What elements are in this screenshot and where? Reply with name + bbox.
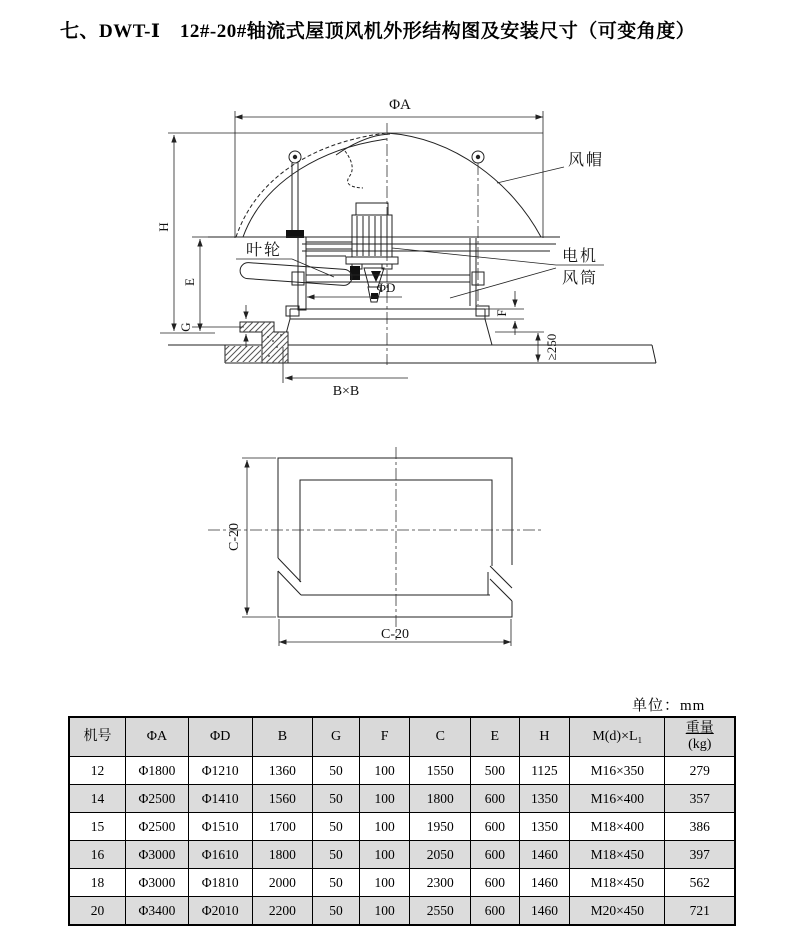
table-cell: Φ1510 <box>188 813 252 841</box>
table-cell: 16 <box>69 841 126 869</box>
table-cell: Φ2500 <box>126 785 189 813</box>
table-cell: 100 <box>359 757 410 785</box>
units-note: 单位：mm <box>632 698 706 714</box>
table-cell: 1800 <box>252 841 313 869</box>
wind-cap-drawing <box>236 133 541 238</box>
duct-label: 风筒 <box>561 270 599 287</box>
motor-label: 电机 <box>561 248 599 265</box>
table-cell: 14 <box>69 785 126 813</box>
base-plate-outline <box>278 458 512 617</box>
bxb-dimension <box>283 347 408 383</box>
table-cell: 2050 <box>410 841 471 869</box>
table-cell: 50 <box>313 813 360 841</box>
table-cell: M20×450 <box>570 897 665 926</box>
base-drawing <box>283 306 492 345</box>
table-cell: 50 <box>313 897 360 926</box>
table-cell: 1550 <box>410 757 471 785</box>
table-cell: 50 <box>313 757 360 785</box>
table-cell: 562 <box>665 869 735 897</box>
plan-depth-label: C-20 <box>227 523 242 551</box>
table-cell: 1460 <box>519 841 570 869</box>
duct-drawing <box>292 237 484 310</box>
fan-side-view-diagram <box>140 75 680 410</box>
table-cell: Φ3000 <box>126 841 189 869</box>
table-cell: 279 <box>665 757 735 785</box>
table-cell: Φ1800 <box>126 757 189 785</box>
table-cell: Φ2010 <box>188 897 252 926</box>
table-cell: M18×450 <box>570 841 665 869</box>
table-cell: Φ1810 <box>188 869 252 897</box>
impeller-label: 叶轮 <box>245 242 283 259</box>
table-cell: Φ3400 <box>126 897 189 926</box>
table-cell: 397 <box>665 841 735 869</box>
table-cell: 600 <box>471 813 520 841</box>
table-cell: 2200 <box>252 897 313 926</box>
motor-drawing <box>306 203 398 269</box>
base-plan-view-diagram <box>200 435 600 650</box>
table-cell: 1350 <box>519 813 570 841</box>
table-cell: 12 <box>69 757 126 785</box>
column-header: 机号 <box>69 717 126 757</box>
column-header: M(d)×L₁ <box>570 717 665 757</box>
table-cell: 1950 <box>410 813 471 841</box>
table-cell: 2000 <box>252 869 313 897</box>
dimensions-table <box>68 716 736 926</box>
table-cell: 100 <box>359 813 410 841</box>
plan-width-label: C-20 <box>381 627 409 642</box>
dim-e-label: E <box>182 278 197 286</box>
h-e-dimensions <box>160 135 215 333</box>
wind-cap-label: 风帽 <box>567 152 605 169</box>
table-cell: 100 <box>359 897 410 926</box>
column-header: C <box>410 717 471 757</box>
table-cell: 1350 <box>519 785 570 813</box>
table-cell: 600 <box>471 841 520 869</box>
table-cell: 600 <box>471 785 520 813</box>
table-cell: 50 <box>313 869 360 897</box>
column-header: 重量 (kg) <box>665 717 735 757</box>
table-cell: 1800 <box>410 785 471 813</box>
table-cell: 1560 <box>252 785 313 813</box>
table-cell: M16×350 <box>570 757 665 785</box>
column-header: E <box>471 717 520 757</box>
dim-phi-a-label: ΦA <box>389 97 411 113</box>
table-cell: Φ1210 <box>188 757 252 785</box>
table-cell: M16×400 <box>570 785 665 813</box>
table-cell: 100 <box>359 841 410 869</box>
table-cell: 100 <box>359 869 410 897</box>
table-cell: 2550 <box>410 897 471 926</box>
table-cell: 20 <box>69 897 126 926</box>
table-cell: 1460 <box>519 869 570 897</box>
table-cell: Φ1610 <box>188 841 252 869</box>
table-cell: M18×450 <box>570 869 665 897</box>
table-cell: 1125 <box>519 757 570 785</box>
table-cell: 1360 <box>252 757 313 785</box>
table-cell: 500 <box>471 757 520 785</box>
table-cell: 386 <box>665 813 735 841</box>
table-cell: Φ2500 <box>126 813 189 841</box>
dim-min-clearance-label: ≥250 <box>544 333 559 361</box>
column-header: F <box>359 717 410 757</box>
table-cell: 721 <box>665 897 735 926</box>
table-row <box>69 813 735 841</box>
page-title: 七、DWT-Ⅰ 12#-20#轴流式屋顶风机外形结构图及安装尺寸（可变角度） <box>60 21 696 42</box>
table-cell: 50 <box>313 841 360 869</box>
plan-depth-dimension <box>242 458 276 617</box>
column-header: H <box>519 717 570 757</box>
column-header: ΦA <box>126 717 189 757</box>
table-cell: 1460 <box>519 897 570 926</box>
table-row <box>69 841 735 869</box>
column-header: B <box>252 717 313 757</box>
table-cell: 15 <box>69 813 126 841</box>
table-row <box>69 897 735 926</box>
table-row <box>69 785 735 813</box>
column-header: G <box>313 717 360 757</box>
dim-base-label: B×B <box>332 384 360 399</box>
table-row <box>69 757 735 785</box>
table-cell: 18 <box>69 869 126 897</box>
dim-h-label: H <box>156 222 171 232</box>
table-cell: 1700 <box>252 813 313 841</box>
table-cell: 100 <box>359 785 410 813</box>
roof-curb-drawing <box>168 322 656 363</box>
column-header: ΦD <box>188 717 252 757</box>
table-cell: 600 <box>471 897 520 926</box>
dim-f-label: F <box>494 309 509 317</box>
table-cell: 357 <box>665 785 735 813</box>
table-cell: 600 <box>471 869 520 897</box>
table-cell: Φ1410 <box>188 785 252 813</box>
dim-g-label: G <box>178 322 193 332</box>
phi-a-dimension <box>168 111 543 238</box>
table-cell: 2300 <box>410 869 471 897</box>
table-cell: Φ3000 <box>126 869 189 897</box>
min-clearance-dimension <box>495 332 544 362</box>
dim-phi-d-label: ΦD <box>376 280 396 295</box>
table-cell: M18×400 <box>570 813 665 841</box>
table-header-row <box>69 717 735 757</box>
table-row <box>69 869 735 897</box>
table-cell: 50 <box>313 785 360 813</box>
